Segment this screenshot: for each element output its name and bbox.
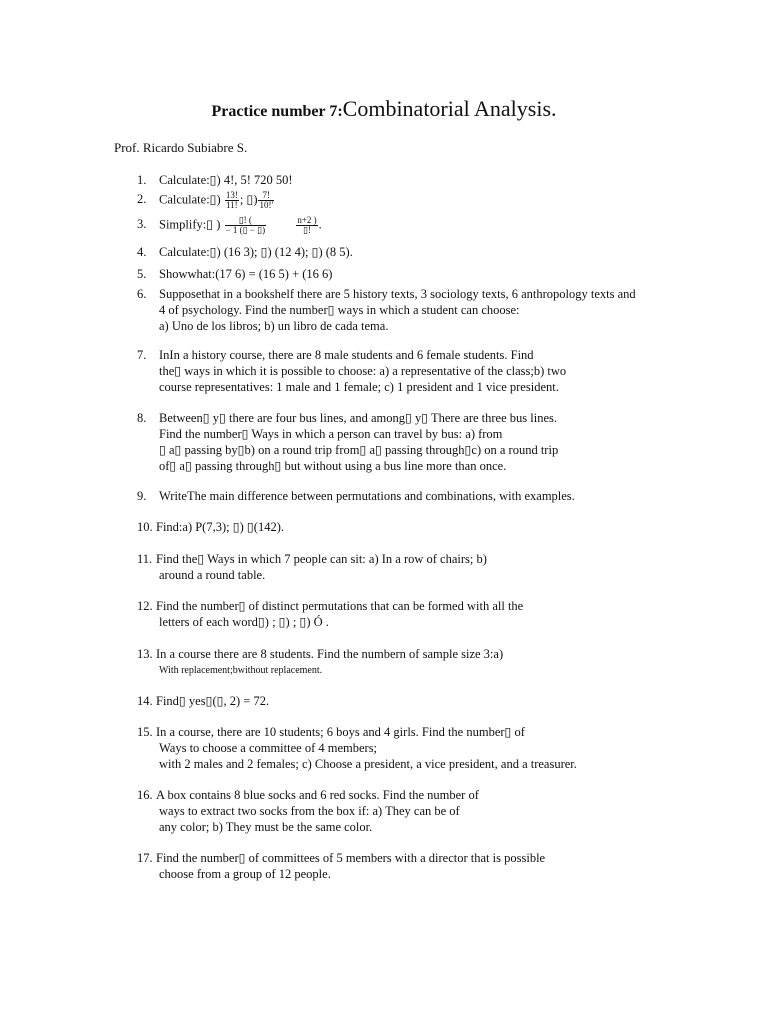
exercise-14: 14. Find▯ yes▯(▯, 2) = 72. [137, 694, 270, 708]
exercise-4: 4. Calculate:▯) (16 3); ▯) (12 4); ▯) (8 5). [137, 245, 353, 259]
exercise-9: 9. WriteThe main difference between permutations and combinations, with examples. [137, 489, 575, 503]
exercise-7: 7. InIn a history course, there are 8 male students and 6 female students. Find the▯ ways in which it is possible to choose: a) a representative of the class;b) two course representatives: 1 male and 1 female; c) 1 president and 1 vice president. [137, 348, 567, 394]
exercise-12: 12. Find the number▯ of distinct permutations that can be formed with all the letters of each word▯) ; ▯) ; ▯) Ó . [137, 599, 524, 629]
exercise-15: 15. In a course, there are 10 students; 6 boys and 4 girls. Find the number▯ of Ways to choose a committee of 4 members; with 2 males and 2 females; c) Choose a president, a vice president, and a treasurer. [137, 725, 577, 771]
exercise-11: 11. Find the▯ Ways in which 7 people can sit: a) In a row of chairs; b) around a round table. [137, 552, 487, 582]
fraction-simplify-2: $\frac{n+2 )}{▯!}$ [297, 215, 317, 235]
page-title [0, 96, 768, 122]
exercise-6: 6. Supposethat in a bookshelf there are 5 history texts, 3 sociology texts, 6 anthropology texts and 4 of psychology. Find the number▯ ways in which a student can choose: a) Uno de los libros; b) un libro de cada tema. [137, 287, 636, 333]
exercise-8: 8. Between▯ y▯ there are four bus lines, and among▯ y▯ There are three bus lines. Find the number▯ Ways in which a person can travel by bus: a) from ▯ a▯ passing by▯b) on a round trip from▯ a▯ passing through▯c) on a round trip of▯ a▯ passing through▯ but without using a bus line more than once. [137, 411, 559, 473]
exercise-5: 5. Showwhat:(17 6) = (16 5) + (16 6) [137, 267, 333, 281]
fraction-simplify-1: $\frac{▯! (}{- 1 (▯ - ▯)}$ [225, 215, 266, 235]
exercise-2: 2. Calculate:▯) $\frac{13!}{11!}$ ; ▯) $\frac{7!}{10!'}$ [137, 190, 274, 210]
exercise-10: 10. Find:a) P(7,3); ▯) ▯(142). [137, 520, 284, 534]
exercise-17: 17. Find the number▯ of committees of 5 members with a director that is possible choose from a group of 12 people. [137, 851, 546, 881]
fraction-13-11: $\frac{13!}{11!}$ [225, 190, 238, 210]
exercise-3: 3. Simplify:▯ ) $\frac{▯! (}{- 1 (▯ - ▯)}$ $\frac{n+2 )}{▯!}$ . [137, 215, 322, 235]
exercise-13: 13. In a course there are 8 students. Find the numbern of sample size 3:a) With replacement;bwithout replacement. [137, 647, 504, 676]
exercise-1: 1. Calculate:▯) 4!, 5! 720 50! [137, 173, 293, 187]
fraction-7-10: $\frac{7!}{10!'}$ [259, 190, 274, 210]
title-main: Combinatorial Analysis. [342, 96, 557, 121]
title-prefix: Practice number 7: [211, 103, 343, 120]
exercise-16: 16. A box contains 8 blue socks and 6 red socks. Find the number of ways to extract two socks from the box if: a) They can be of any color; b) They must be the same color. [137, 788, 479, 834]
author-line: Prof. Ricardo Subiabre S. [114, 140, 248, 155]
